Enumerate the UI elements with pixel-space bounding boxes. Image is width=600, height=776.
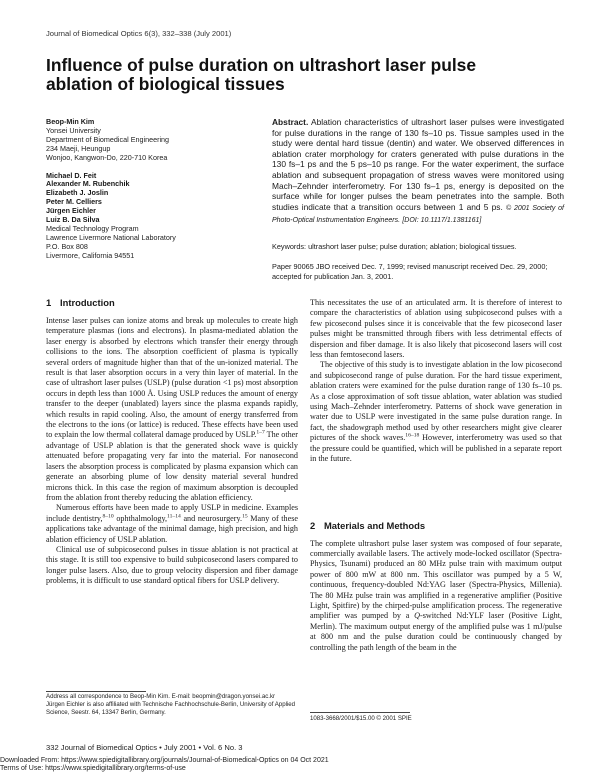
abstract-label: Abstract. [272,117,309,127]
article-title-line-2: ablation of biological tissues [46,74,285,94]
affiliation-line: Wonjoo, Kangwon-Do, 220-710 Korea [46,152,168,162]
author-name: Elizabeth J. Joslin [46,188,109,198]
article-title-line-1: Influence of pulse duration on ultrashort laser pulse [46,55,476,75]
abstract [272,117,564,227]
author-name: Peter M. Celliers [46,197,102,207]
page-footer: 332 Journal of Biomedical Optics • July 2001 • Vol. 6 No. 3 [46,743,243,752]
terms-of-use-link[interactable]: Terms of Use: https://www.spiedigitallibrary.org/terms-of-use [0,765,186,772]
affiliation-line: P.O. Box 808 [46,241,88,251]
download-notice[interactable]: Downloaded From: https://www.spiedigitallibrary.org/journals/Journal-of-Biomedical-Optics on 04 Oct 2021 [0,757,329,764]
section-title: Materials and Methods [324,519,426,531]
author-block [46,118,246,261]
citation[interactable]: 16–18 [405,432,420,439]
affiliation-line: Medical Technology Program [46,223,139,233]
intro-paragraph-5: The objective of this study is to investigate ablation in the low picosecond and subpicosecond range of pulse duration. For the hard tissue experiment, ablation craters were examined for the pulse duration range of 130 fs–10 ps. As a close approximation of soft tissue ablation, water ablation was studied using Mach–Zehnder interferometry. Patterns of shock wave generation in water due to USLP were investigated in the same pulse duration range. In fact, the shadowgraph method used by other researchers might give clearer pictures of the shock waves.$^{16-18}$ However, interferometry was used so that the pressure could be quantified, which will be published in a separate report in the future. [310,360,562,464]
author-name: Alexander M. Rubenchik [46,179,130,189]
copyright-line: 1083-3668/2001/$15.00 © 2001 SPIE [310,715,412,722]
citation[interactable]: 8–10 [102,513,114,519]
author-name: Michael D. Feit [46,170,97,180]
methods-paragraph-1: The complete ultrashort pulse laser system was composed of four separate, commercially available lasers. The actively mode-locked oscillator (Spectra-Physics, Tsunami) produced an 80 MHz pulse train with maximum output power of 800 mW at 800 nm. This oscillator was pumped by a 5 W, continuous, frequency-doubled Nd:YAG laser (Spectra-Physics, Millenia). The 80 MHz pulse train was amplified in a regenerative amplifier (Positive Light, Spitfire) by the chirped-pulse amplification process. The regenerative amplifier was pumped by a Q-switched Nd:YLF laser (Positive Light, Merlin). The maximum output energy of the amplified pulse was 1 mJ/pulse at 800 nm and the pulse duration could be continuously changed by controlling the path length of the beam in the [310,538,562,652]
author-name: Luiz B. Da Silva [46,215,100,225]
right-column [310,298,562,653]
citation[interactable]: 15 [242,513,248,519]
paper-history: Paper 90065 JBO received Dec. 7, 1999; revised manuscript received Dec. 29, 2000; accepted for publication Jan. 3, 2001. [272,262,548,281]
copyright-rule [310,712,410,713]
intro-paragraph-1: Intense laser pulses can ionize atoms and break up molecules to create high temperature plasmas (ions and electrons). In plasma-mediated ablation the laser energy is absorbed by electrons which transfer their energy through collisions to the ions. The absorption coefficient of plasma is typically several orders of magnitude higher than that of the un-ionized material. The result is that laser absorption occurs in a very thin layer of material. In the case of ultrashort laser pulses (USLP) (pulse duration <1 ps) most absorption occurs in depth less than 1000 Å. Using USLP reduces the amount of energy transfer to the deeper (unablated) layers since the plasma expands rapidly, which results in rapid cooling. Also, the amount of energy transferred from the electrons to the ions (or lattice) is reduced. These effects have been used to explain the low thermal collateral damage produced by USLP.$^{1-7}$ The other advantage of USLP ablation is that the generated shock wave is quickly attenuated before propagating very far into the material. For nanosecond lasers the absorption process is complicated by plasma expansion which can generate an absorbing plume of low density material several hundred microns thick. In this case the region of maximum absorption is decoupled from the ablation front thereby reducing the ablation efficiency. [46,316,298,502]
section-heading-materials-methods [310,521,562,531]
affiliation-line: Department of Biomedical Engineering [46,134,170,144]
citation[interactable]: 1–7 [256,429,265,436]
footnote-rule [46,691,146,692]
affiliation-line: Lawrence Livermore National Laboratory [46,232,176,242]
section-title: Introduction [60,297,115,308]
section-number: 1 [46,297,52,308]
intro-paragraph-2: Numerous efforts have been made to apply USLP in medicine. Examples include dentistry,$^{8-10}$ ophthalmology,$^{11-14}$ and neurosurgery.$^{15}$ Many of these applications take advantage of the minimal damage, high precision, and high ablation efficiency of USLP ablation. [46,503,298,544]
affiliation-line: 234 Maeji, Heungup [46,143,111,153]
intro-paragraph-3: Clinical use of subpicosecond pulses in tissue ablation is not practical at this stage. It is still too expensive to build subpicosecond lasers compared to longer pulse lasers. Also, due to group velocity dispersion and fiber damage problems, it is difficult to use standard optical fibers for USLP delivery. [46,544,298,586]
section-heading-introduction [46,298,298,308]
doi-link[interactable]: [DOI: 10.1117/1.1381161] [402,217,482,225]
intro-paragraph-4: This necessitates the use of an articulated arm. It is therefore of interest to compare the characteristics of ablation using subpicosecond pulses with a few picosecond pulses since it is conceivable that the few picosecond laser pulses might be transmitted through fibers with less detrimental effects of dispersion and fiber damage. It is also likely that picosecond lasers will cost less than femtosecond lasers. [310,298,562,360]
journal-header: Journal of Biomedical Optics 6(3), 332–338 (July 2001) [46,29,232,38]
abstract-copyright: © 2001 Society of Photo-Optical Instrumentation Engineers. [272,204,564,225]
keywords: Keywords: ultrashort laser pulse; pulse duration; ablation; biological tissues. [272,242,517,251]
citation[interactable]: 11–14 [167,513,181,519]
affiliation-note: Jürgen Eichler is also affiliated with Technische Fachhochschule-Berlin, University of Applied Science, Seestr. 64, 13347 Berlin, Germany. [46,700,296,716]
left-column [46,298,298,587]
author-name: Jürgen Eichler [46,206,96,216]
correspondence-note: Address all correspondence to Beop-Min Kim. E-mail: beopmin@dragon.yonsei.ac.kr [46,693,276,700]
affiliation-line: Livermore, California 94551 [46,250,135,260]
section-number: 2 [310,519,316,531]
footnote [46,693,298,716]
abstract-body: Ablation characteristics of ultrashort laser pulses were investigated for pulse durations in the range of 130 fs–10 ps. Tissue samples used in the study were dental hard tissue (dentin) and water. We observed differences in ablation crater morphology for craters generated with pulse durations in the 130 fs–1 ps and the 5 ps–10 ps range. For the water experiment, the surface ablation and subsequent propagation of stress waves were monitored using Mach–Zehnder interferometry. For 130 fs–1 ps, energy is deposited on the surface while for longer pulses the beam penetrates into the sample. Both studies indicate that a transition occurs between 1 and 5 ps. [272,117,564,212]
author-name: Beop-Min Kim [46,117,95,126]
article-title [46,56,566,94]
affiliation-line: Yonsei University [46,125,101,135]
